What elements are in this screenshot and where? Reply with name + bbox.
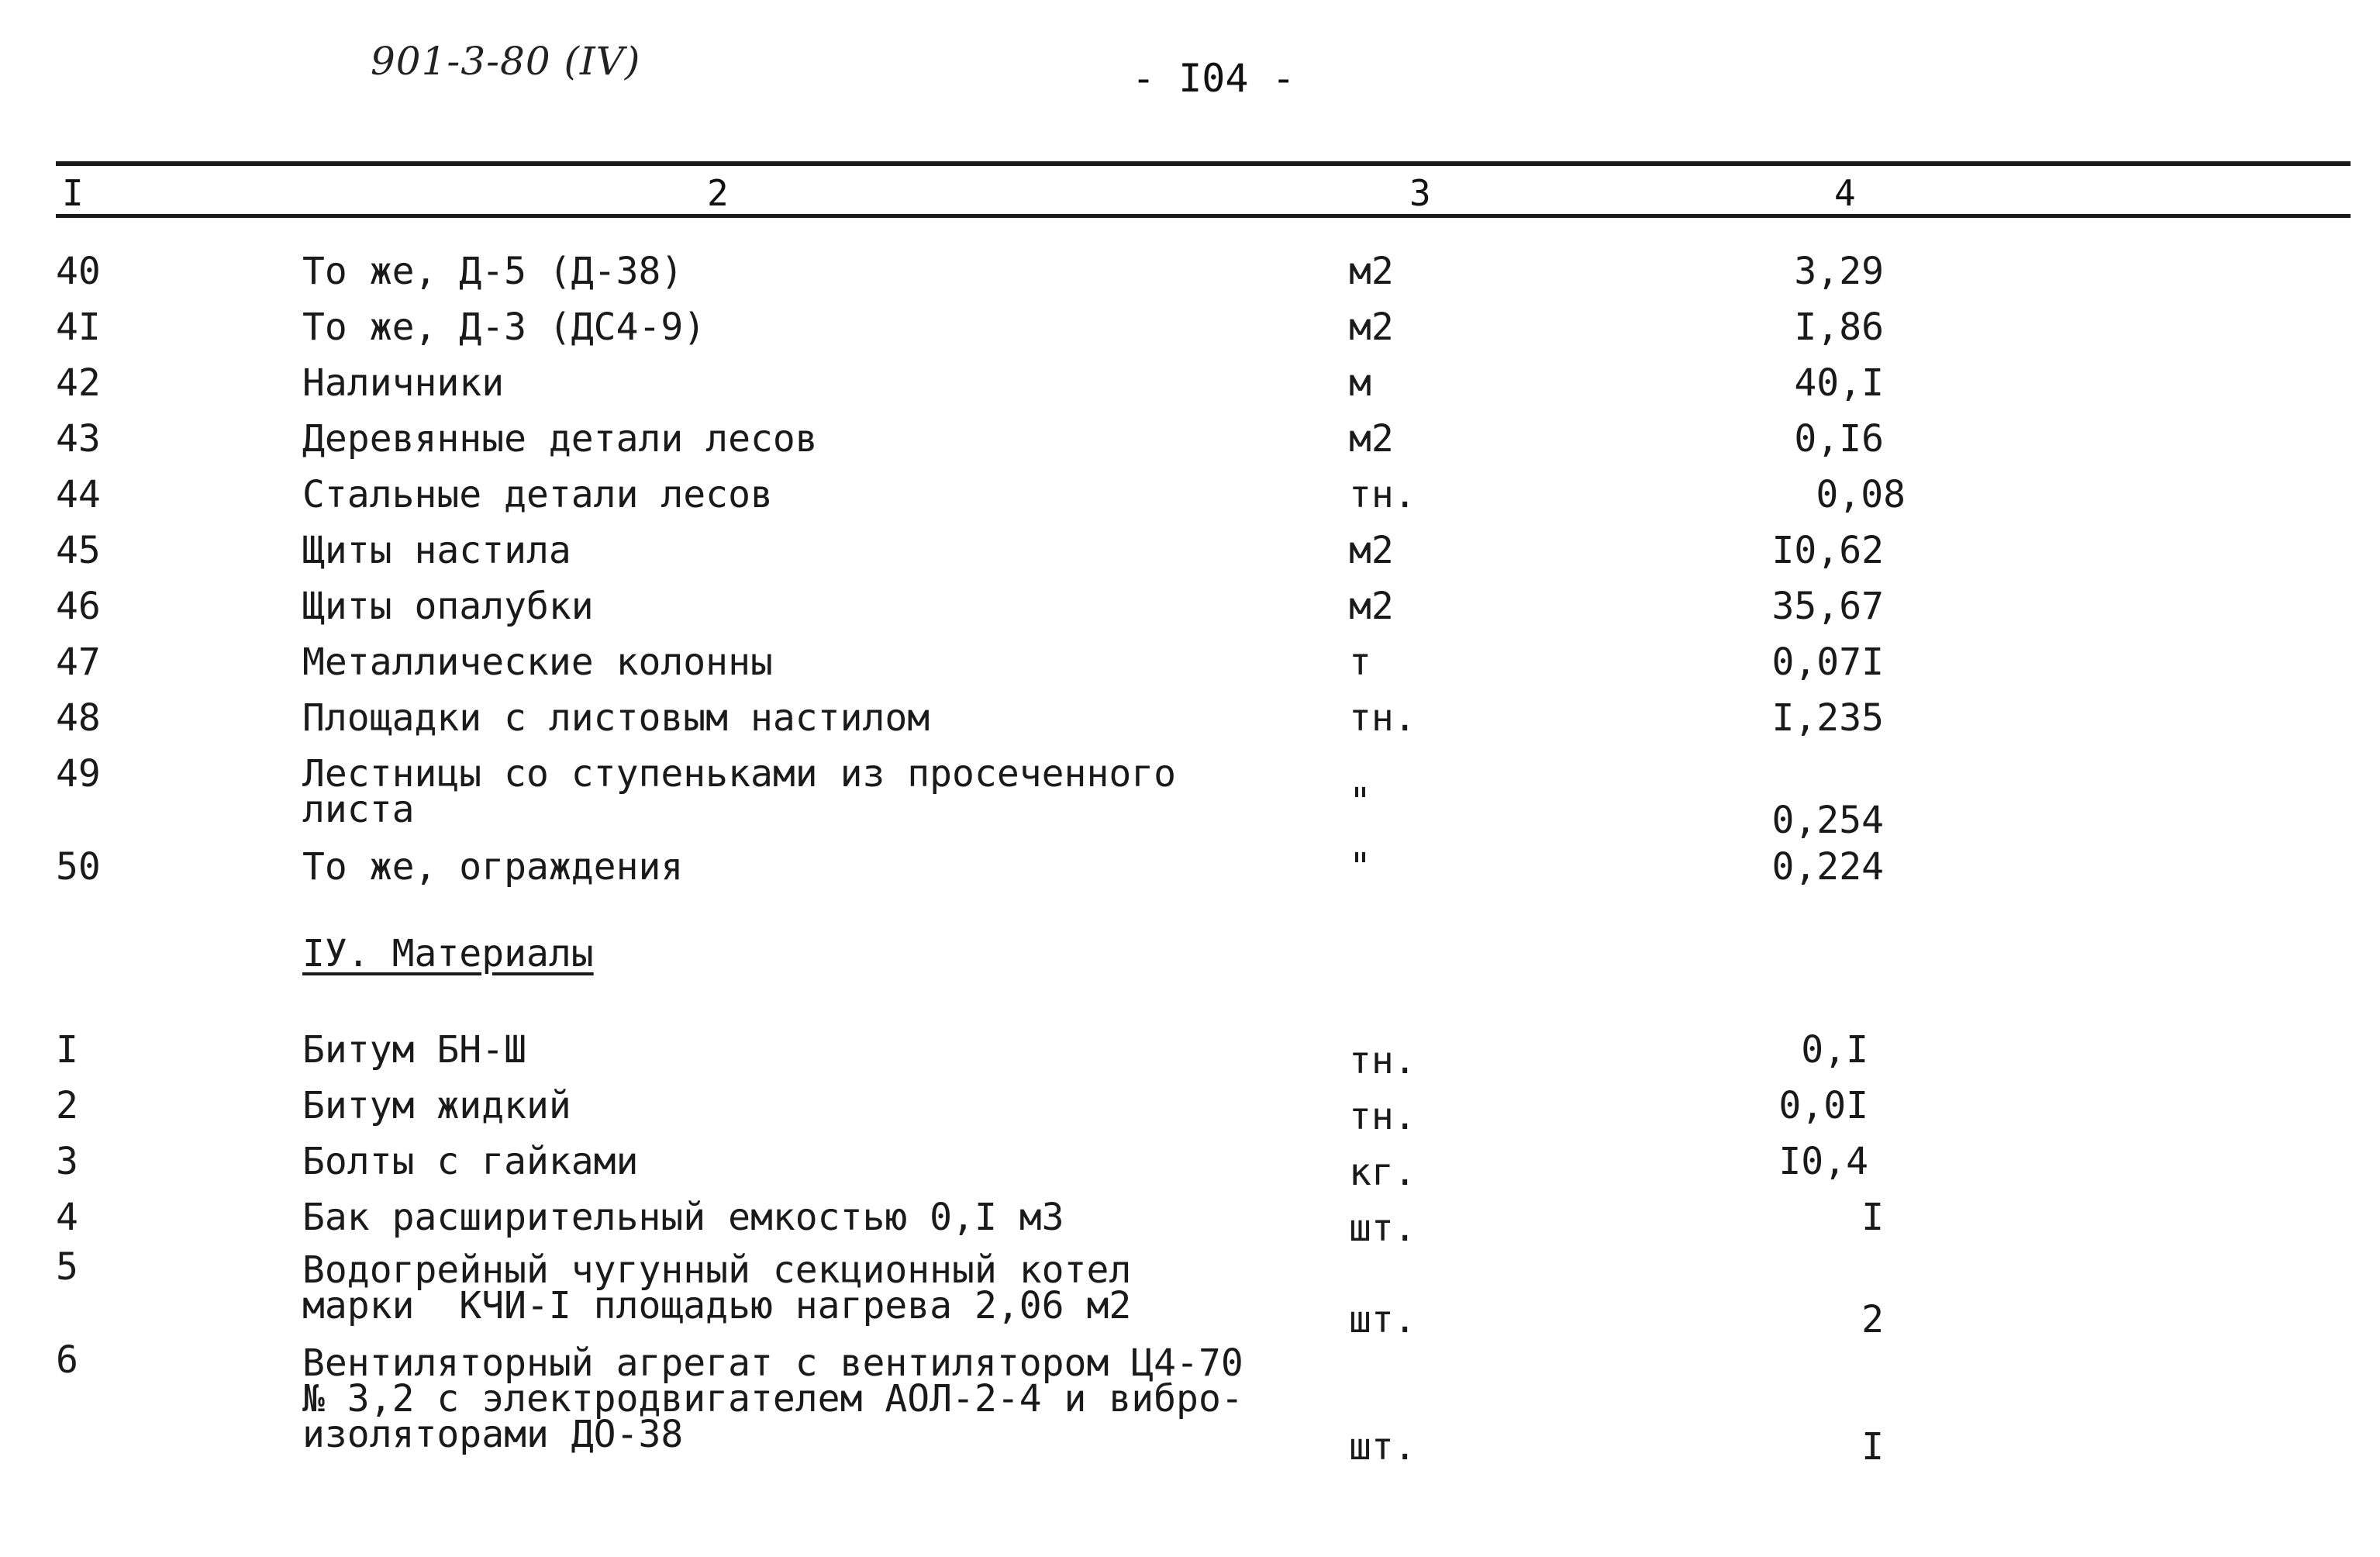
row-quantity: I0,4 xyxy=(1778,1140,1868,1183)
row-quantity: 0,0I xyxy=(1778,1084,1868,1127)
row-unit: тн. xyxy=(1349,696,1416,740)
row-unit: шт. xyxy=(1349,1425,1416,1469)
row-name: Площадки с листовым настилом xyxy=(302,696,930,740)
row-unit: м2 xyxy=(1349,306,1394,349)
row-name-line-2: листа xyxy=(302,788,415,831)
row-unit: м2 xyxy=(1349,250,1394,293)
table-row xyxy=(0,845,2380,895)
row-name: Щиты настила xyxy=(302,529,571,572)
row-unit: тн. xyxy=(1349,1039,1416,1082)
row-unit: шт. xyxy=(1349,1207,1416,1250)
row-number: 50 xyxy=(56,845,101,889)
row-name: Наличники xyxy=(302,361,505,405)
table-row xyxy=(0,1338,2380,1473)
row-name-line-3: изоляторами ДО-38 xyxy=(302,1413,684,1456)
row-quantity: I,86 xyxy=(1794,306,1884,349)
row-unit: " xyxy=(1349,780,1371,823)
row-quantity: 0,224 xyxy=(1771,845,1884,889)
row-number: 2 xyxy=(56,1084,78,1127)
row-number: 47 xyxy=(56,640,101,684)
row-quantity: 40,I xyxy=(1794,361,1884,405)
row-unit: м2 xyxy=(1349,529,1394,572)
row-name: То же, ограждения xyxy=(302,845,684,889)
row-name-line-1: Вентиляторный агрегат с вентилятором Ц4-70 xyxy=(302,1341,1243,1385)
row-quantity: 35,67 xyxy=(1771,585,1884,628)
table-row xyxy=(0,529,2380,578)
table-row xyxy=(0,306,2380,355)
column-header-3: 3 xyxy=(1409,172,1431,214)
row-name-line-1: Водогрейный чугунный секционный котел xyxy=(302,1248,1132,1292)
row-number: 48 xyxy=(56,696,101,740)
row-name-line-2: № 3,2 с электродвигателем АОЛ-2-4 и вибро- xyxy=(302,1377,1243,1421)
table-row xyxy=(0,361,2380,411)
table-row xyxy=(0,1245,2380,1341)
row-number: 4I xyxy=(56,306,101,349)
row-name: Бак расширительный емкостью 0,I м3 xyxy=(302,1196,1064,1239)
table-top-rule xyxy=(56,161,2351,166)
row-number: 5 xyxy=(56,1245,78,1289)
row-quantity: I0,62 xyxy=(1771,529,1884,572)
table-row xyxy=(0,752,2380,848)
row-name: Металлические колонны xyxy=(302,640,773,684)
row-number: 43 xyxy=(56,417,101,461)
row-quantity: I xyxy=(1861,1196,1884,1239)
row-name: Болты с гайками xyxy=(302,1140,639,1183)
table-row xyxy=(0,640,2380,690)
row-unit: т xyxy=(1349,640,1371,684)
row-name-line-1: Лестницы со ступеньками из просеченного xyxy=(302,752,1177,796)
row-unit: тн. xyxy=(1349,473,1416,516)
table-row xyxy=(0,1084,2380,1138)
row-number: 40 xyxy=(56,250,101,293)
document-reference: 901-3-80 (IV) xyxy=(371,39,641,84)
row-number: 4 xyxy=(56,1196,78,1239)
row-name: Битум жидкий xyxy=(302,1084,571,1127)
row-number: 6 xyxy=(56,1338,78,1382)
row-name: Щиты опалубки xyxy=(302,585,594,628)
row-name: То же, Д-5 (Д-38) xyxy=(302,250,684,293)
table-row xyxy=(0,1140,2380,1194)
row-quantity: 3,29 xyxy=(1794,250,1884,293)
row-number: 42 xyxy=(56,361,101,405)
column-header-4: 4 xyxy=(1834,172,1856,214)
section-title: IУ. Материалы xyxy=(302,932,594,975)
row-unit: м2 xyxy=(1349,585,1394,628)
row-number: 44 xyxy=(56,473,101,516)
column-header-2: 2 xyxy=(707,172,729,214)
table-header-rule xyxy=(56,214,2351,218)
row-name: Стальные детали лесов xyxy=(302,473,773,516)
row-quantity: 0,I xyxy=(1801,1028,1868,1072)
row-quantity: 0,07I xyxy=(1771,640,1884,684)
table-row xyxy=(0,417,2380,467)
row-number: 46 xyxy=(56,585,101,628)
row-unit: тн. xyxy=(1349,1095,1416,1138)
table-row xyxy=(0,696,2380,746)
row-number: 3 xyxy=(56,1140,78,1183)
table-row xyxy=(0,1196,2380,1250)
column-header-1: I xyxy=(62,172,84,214)
row-unit: шт. xyxy=(1349,1298,1416,1341)
row-quantity: 0,254 xyxy=(1771,799,1884,842)
row-quantity: 2 xyxy=(1861,1298,1884,1341)
row-unit: кг. xyxy=(1349,1151,1416,1194)
row-quantity: I xyxy=(1861,1425,1884,1469)
row-unit: м xyxy=(1349,361,1371,405)
row-name: Битум БН-Ш xyxy=(302,1028,526,1072)
row-name-line-2: марки КЧИ-I площадью нагрева 2,06 м2 xyxy=(302,1284,1132,1327)
row-name: Деревянные детали лесов xyxy=(302,417,818,461)
table-row xyxy=(0,250,2380,299)
row-quantity: 0,08 xyxy=(1816,473,1906,516)
page-number: - I04 - xyxy=(1132,56,1295,101)
row-unit: м2 xyxy=(1349,417,1394,461)
row-unit: " xyxy=(1349,845,1371,889)
row-number: I xyxy=(56,1028,78,1072)
table-row xyxy=(0,585,2380,634)
table-row xyxy=(0,473,2380,523)
row-quantity: 0,I6 xyxy=(1794,417,1884,461)
row-name: То же, Д-3 (ДС4-9) xyxy=(302,306,706,349)
row-number: 45 xyxy=(56,529,101,572)
row-number: 49 xyxy=(56,752,101,796)
row-quantity: I,235 xyxy=(1771,696,1884,740)
table-row xyxy=(0,1028,2380,1082)
